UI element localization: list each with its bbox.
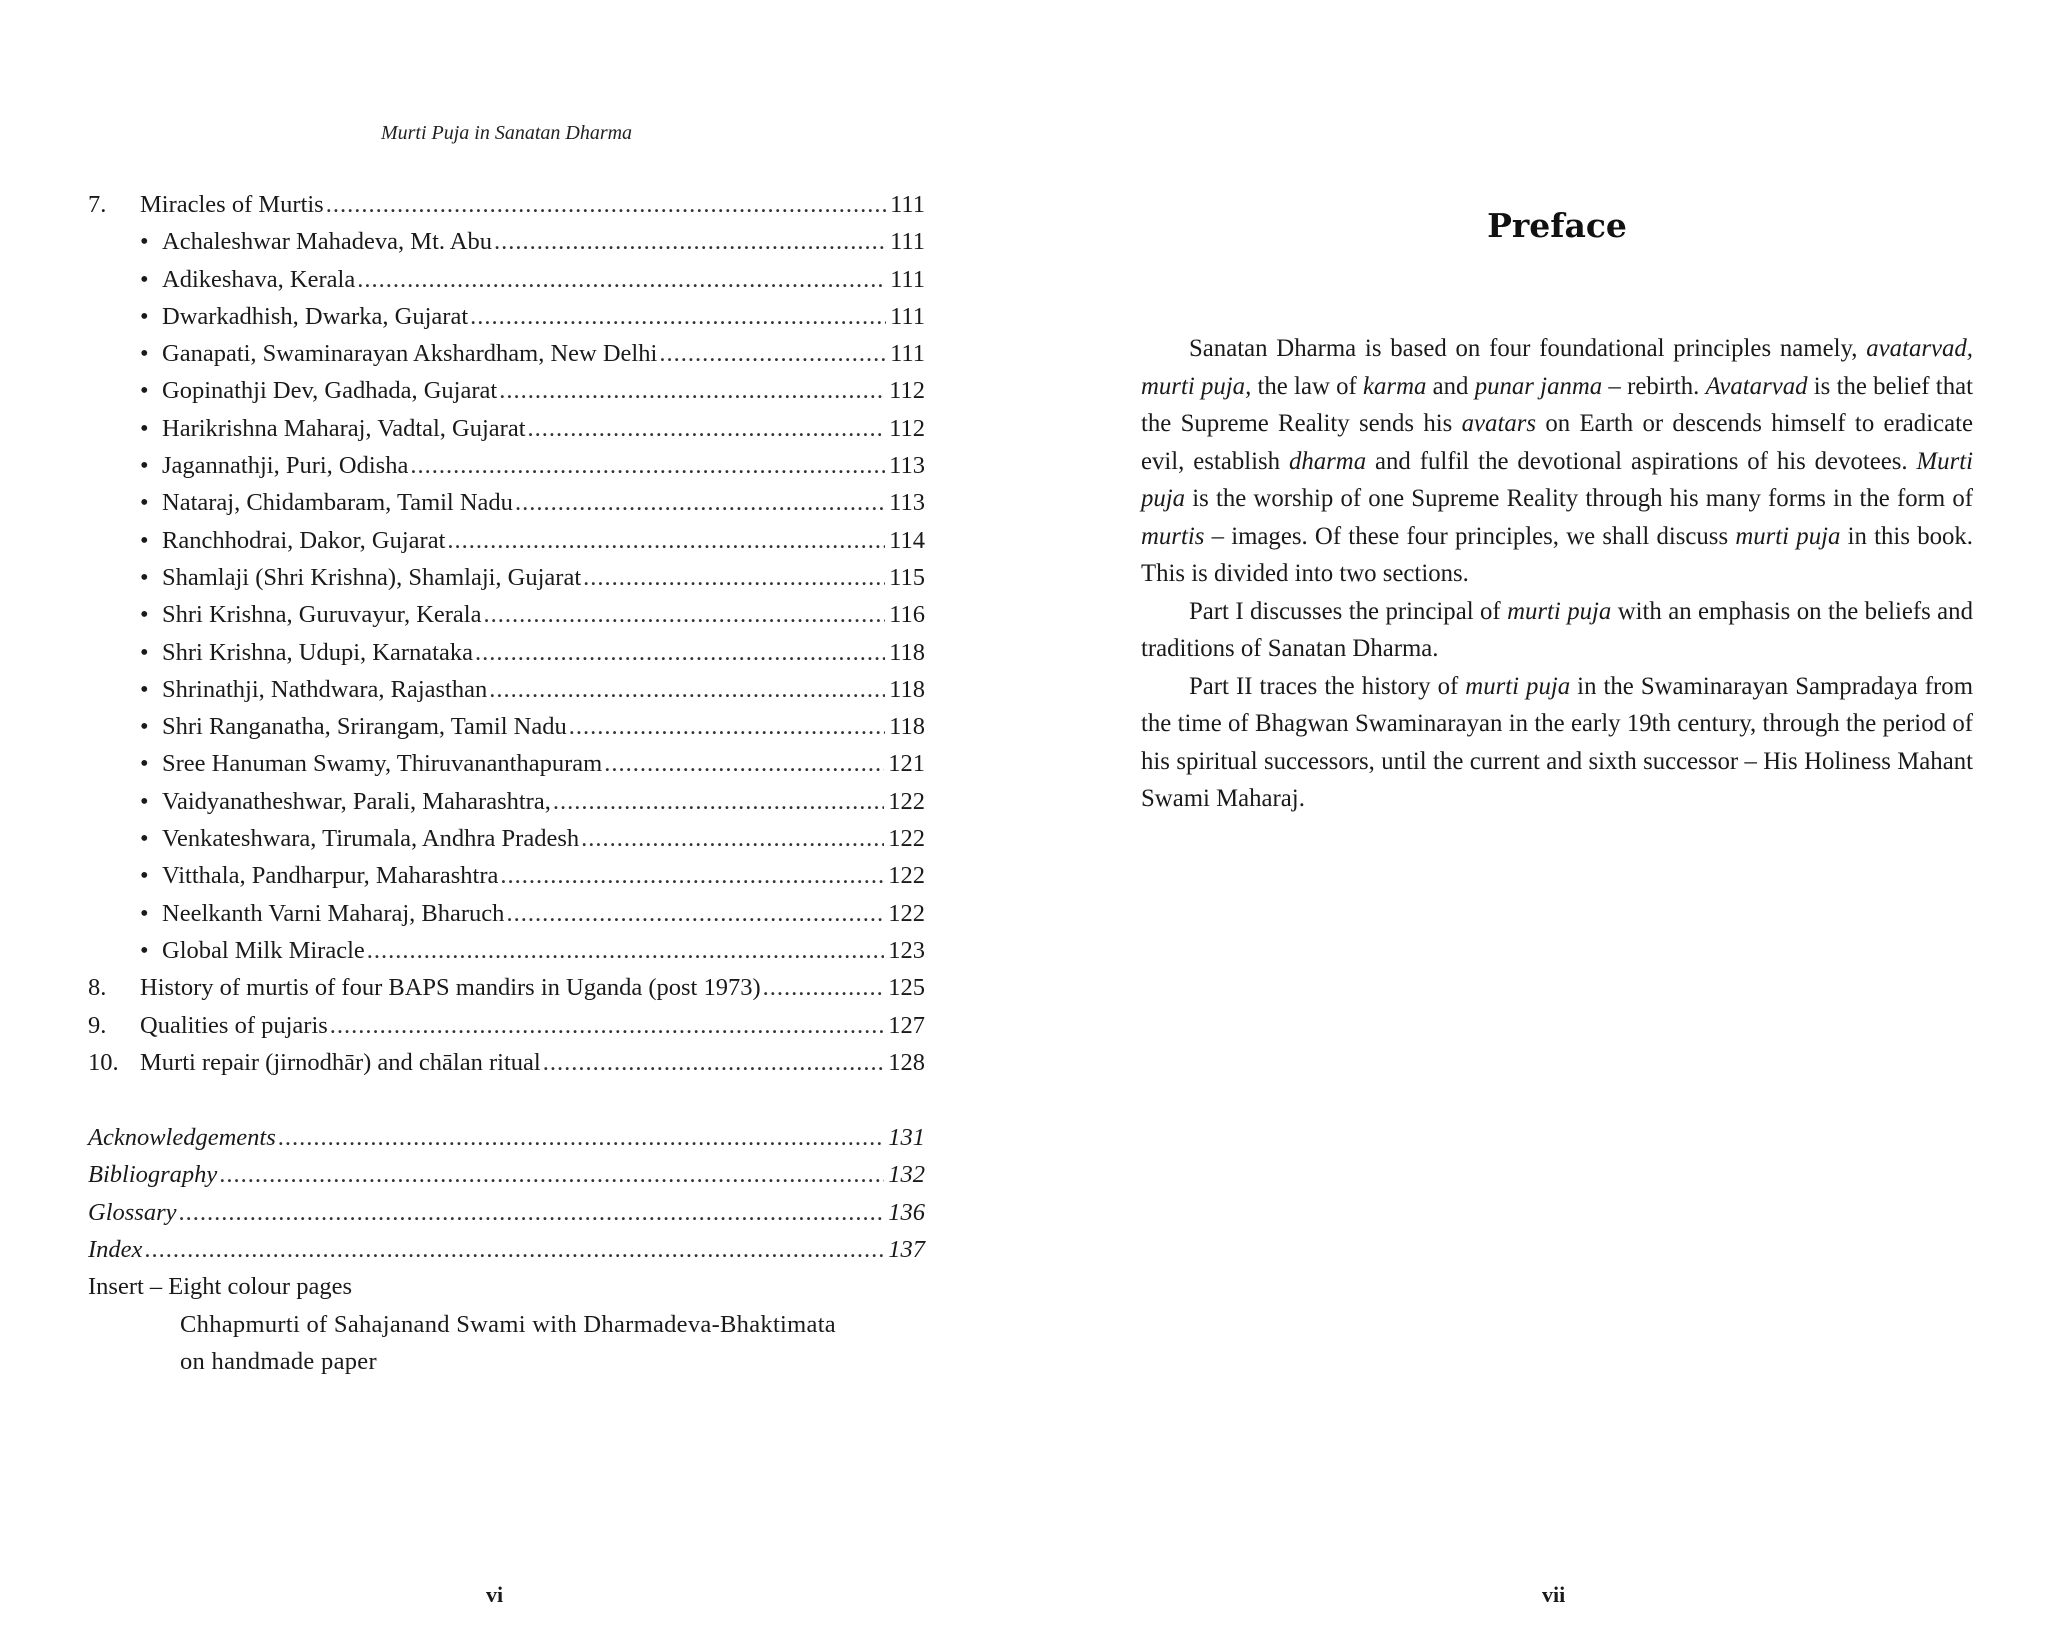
toc-entry-title: Dwarkadhish, Dwarka, Gujarat — [162, 302, 469, 330]
toc-page-number: 118 — [889, 675, 925, 703]
bullet-icon: • — [140, 750, 149, 778]
bullet-icon: • — [140, 675, 149, 703]
toc-page-number: 131 — [888, 1124, 925, 1152]
dot-leader — [367, 932, 884, 969]
text-run: in the Swaminarayan Sampradaya from the time of Bhagwan Swaminarayan in the early 19th century, through the period of his spiritual successors, until the current and sixth successor – His Holiness Mahant Swami Maharaj. — [1141, 672, 1973, 812]
italic-term: avatarvad, murti puja, — [1141, 335, 1973, 400]
dot-leader — [278, 1119, 884, 1156]
page-number-left: vi — [486, 1582, 504, 1607]
bullet-icon: • — [140, 638, 149, 666]
dot-leader — [581, 820, 884, 857]
toc-subentry[interactable] — [88, 932, 925, 969]
text-run: Sanatan Dharma is based on four foundational principles namely, — [1189, 335, 1867, 362]
toc-subentry[interactable] — [88, 298, 925, 335]
dot-leader — [489, 671, 885, 708]
toc-entry-title: Shamlaji (Shri Krishna), Shamlaji, Gujarat — [162, 563, 582, 591]
toc-backmatter-entry[interactable] — [88, 1194, 925, 1231]
toc-chapter-number: 9. — [88, 1011, 107, 1039]
text-run: on Earth or descends himself to eradicate evil, establish — [1141, 410, 1973, 475]
toc-page-number: 114 — [889, 526, 925, 554]
text-run: is the belief that the Supreme Reality sends his — [1141, 372, 1973, 437]
toc-entry-title: Bibliography — [88, 1161, 218, 1189]
toc-entry-title: Vaidyanatheshwar, Parali, Maharashtra, — [162, 787, 551, 815]
toc-subentry[interactable] — [88, 634, 925, 671]
toc-entry-title: Adikeshava, Kerala — [162, 265, 356, 293]
toc-subentry[interactable] — [88, 410, 925, 447]
toc-entry-title: Murti repair (jirnodhār) and chālan ritual — [140, 1048, 541, 1076]
toc-entry-title: Qualities of pujaris — [140, 1011, 328, 1039]
toc-page-number: 112 — [889, 377, 925, 405]
toc-entry-title: Ranchhodrai, Dakor, Gujarat — [162, 526, 446, 554]
toc-subentry[interactable] — [88, 522, 925, 559]
toc-subentry[interactable] — [88, 745, 925, 782]
dot-leader — [326, 186, 886, 223]
dot-leader — [483, 596, 885, 633]
toc-entry-title: Global Milk Miracle — [162, 936, 365, 964]
toc-page-number: 111 — [890, 228, 925, 256]
toc-entry-title: Venkateshwara, Tirumala, Andhra Pradesh — [162, 825, 580, 853]
bullet-icon: • — [140, 563, 149, 591]
bullet-icon: • — [140, 862, 149, 890]
toc-entry-title: Harikrishna Maharaj, Vadtal, Gujarat — [162, 414, 526, 442]
toc-entry-title: Shri Ranganatha, Srirangam, Tamil Nadu — [162, 713, 567, 741]
toc-entry-title: Gopinathji Dev, Gadhada, Gujarat — [162, 377, 498, 405]
toc-page-number: 118 — [889, 713, 925, 741]
italic-term: karma — [1363, 372, 1427, 400]
toc-chapter-entry[interactable] — [88, 1007, 925, 1044]
bullet-icon: • — [140, 302, 149, 330]
toc-subentry[interactable] — [88, 857, 925, 894]
insert-detail: Chhapmurti of Sahajanand Swami with Dharmadeva-Bhaktimata — [180, 1310, 836, 1338]
toc-page-number: 112 — [889, 414, 925, 442]
toc-page-number: 118 — [889, 638, 925, 666]
text-run: the law of — [1251, 372, 1364, 400]
toc-backmatter-entry[interactable] — [88, 1119, 925, 1156]
toc-entry-title: Neelkanth Varni Maharaj, Bharuch — [162, 899, 505, 927]
toc-subentry[interactable] — [88, 484, 925, 521]
text-run: Part II traces the history of — [1189, 672, 1466, 700]
toc-page-number: 125 — [888, 974, 925, 1002]
dot-leader — [357, 261, 886, 298]
right-page — [1024, 0, 2048, 1642]
insert-note: Insert – Eight colour pages — [88, 1273, 352, 1301]
dot-leader — [763, 969, 885, 1006]
bullet-icon: • — [140, 377, 149, 405]
toc-page-number: 111 — [890, 191, 925, 218]
bullet-icon: • — [140, 414, 149, 442]
dot-leader — [543, 1044, 885, 1081]
italic-term: dharma — [1288, 447, 1367, 475]
toc-chapter-entry[interactable] — [88, 969, 925, 1006]
dot-leader — [494, 223, 886, 260]
preface-paragraph — [1141, 593, 1973, 668]
toc-entry-title: Glossary — [88, 1198, 177, 1226]
text-run: – rebirth. — [1602, 372, 1706, 400]
preface-body — [1141, 330, 1973, 818]
bullet-icon: • — [140, 265, 149, 293]
bullet-icon: • — [140, 340, 149, 368]
text-run: – images. Of these four principles, we shall discuss — [1204, 522, 1736, 550]
bullet-icon: • — [140, 825, 149, 853]
italic-term: murti puja — [1465, 672, 1571, 700]
dot-leader — [659, 335, 886, 372]
toc-entry-title: Ganapati, Swaminarayan Akshardham, New Delhi — [162, 340, 658, 368]
bullet-icon: • — [140, 452, 149, 480]
dot-leader — [604, 745, 884, 782]
toc-chapter-entry[interactable] — [88, 1044, 925, 1081]
bullet-icon: • — [140, 713, 149, 741]
toc-entry-title: Jagannathji, Puri, Odisha — [162, 452, 409, 480]
text-run: and fulfil the devotional aspirations of his devotees. — [1366, 447, 1917, 475]
toc-entry-title: Nataraj, Chidambaram, Tamil Nadu — [162, 489, 513, 517]
toc-page-number: 111 — [890, 265, 925, 293]
toc-subentry[interactable] — [88, 559, 925, 596]
toc-page-number: 123 — [888, 936, 925, 964]
bullet-icon: • — [140, 489, 149, 517]
toc-spacer — [88, 1081, 925, 1119]
dot-leader — [553, 783, 884, 820]
toc-subentry[interactable] — [88, 596, 925, 633]
toc-chapter-entry[interactable] — [88, 186, 925, 223]
toc-subentry[interactable] — [88, 372, 925, 409]
toc-chapter-number: 8. — [88, 974, 107, 1002]
text-run: in this book. This is divided into two sections. — [1141, 522, 1973, 587]
toc-entry-title: Shrinathji, Nathdwara, Rajasthan — [162, 675, 488, 703]
bullet-icon: • — [140, 601, 149, 629]
preface-heading: Preface — [1487, 206, 1627, 245]
toc-subentry[interactable] — [88, 261, 925, 298]
text-run: is the worship of one Supreme Reality through his many forms in the form of — [1185, 485, 1973, 512]
toc-backmatter-entry[interactable] — [88, 1156, 925, 1193]
insert-detail-continued: on handmade paper — [180, 1347, 377, 1375]
italic-term: Avatarvad — [1705, 372, 1808, 400]
toc-entry-title: Acknowledgements — [88, 1124, 276, 1152]
italic-term: murti puja — [1735, 522, 1841, 550]
toc-page-number: 132 — [888, 1161, 925, 1189]
dot-leader — [178, 1194, 884, 1231]
toc-entry-title: Achaleshwar Mahadeva, Mt. Abu — [162, 228, 492, 256]
toc-page-number: 113 — [889, 489, 925, 517]
text-run: Part I discusses the principal of — [1189, 597, 1508, 625]
dot-leader — [447, 522, 885, 559]
toc-chapter-number: 7. — [88, 191, 107, 218]
toc-page-number: 116 — [889, 601, 925, 629]
dot-leader — [330, 1007, 884, 1044]
bullet-icon: • — [140, 899, 149, 927]
toc-page-number: 122 — [888, 862, 925, 890]
bullet-icon: • — [140, 228, 149, 256]
italic-term: murtis — [1141, 522, 1205, 550]
toc-page-number: 115 — [889, 563, 925, 591]
toc-page-number: 136 — [888, 1198, 925, 1226]
italic-term: murti puja — [1507, 597, 1612, 625]
dot-leader — [144, 1231, 884, 1268]
toc-page-number: 111 — [890, 302, 925, 330]
toc-page-number: 137 — [888, 1236, 925, 1264]
toc-subentry[interactable] — [88, 708, 925, 745]
preface-paragraph — [1141, 330, 1973, 593]
toc-subentry[interactable] — [88, 895, 925, 932]
toc-entry-title: History of murtis of four BAPS mandirs in Uganda (post 1973) — [140, 974, 761, 1002]
toc-subentry[interactable] — [88, 783, 925, 820]
dot-leader — [583, 559, 885, 596]
table-of-contents — [88, 186, 925, 1380]
toc-page-number: 122 — [888, 899, 925, 927]
toc-subentry[interactable] — [88, 223, 925, 260]
toc-entry-title: Miracles of Murtis — [140, 191, 324, 218]
preface-paragraph — [1141, 668, 1973, 818]
dot-leader — [499, 372, 885, 409]
toc-subentry[interactable] — [88, 820, 925, 857]
dot-leader — [219, 1156, 884, 1193]
toc-page-number: 122 — [888, 787, 925, 815]
toc-chapter-number: 10. — [88, 1048, 119, 1076]
bullet-icon: • — [140, 787, 149, 815]
text-run: and — [1426, 372, 1475, 400]
dot-leader — [506, 895, 884, 932]
dot-leader — [470, 298, 886, 335]
toc-entry-title: Sree Hanuman Swamy, Thiruvananthapuram — [162, 750, 603, 778]
dot-leader — [528, 410, 886, 447]
italic-term: Murti puja — [1141, 447, 1973, 512]
toc-page-number: 111 — [890, 340, 925, 368]
toc-backmatter-entry[interactable] — [88, 1231, 925, 1268]
dot-leader — [515, 484, 885, 521]
toc-entry-title: Shri Krishna, Guruvayur, Kerala — [162, 601, 482, 629]
toc-subentry[interactable] — [88, 671, 925, 708]
italic-term: avatars — [1461, 410, 1537, 437]
toc-subentry[interactable] — [88, 335, 925, 372]
toc-page-number: 113 — [889, 452, 925, 480]
toc-entry-title: Shri Krishna, Udupi, Karnataka — [162, 638, 473, 666]
bullet-icon: • — [140, 936, 149, 964]
toc-subentry[interactable] — [88, 447, 925, 484]
toc-page-number: 127 — [888, 1011, 925, 1039]
toc-entry-title: Index — [88, 1236, 143, 1264]
dot-leader — [410, 447, 885, 484]
text-run: with an emphasis on the beliefs and traditions of Sanatan Dharma. — [1141, 597, 1973, 662]
bullet-icon: • — [140, 526, 149, 554]
toc-page-number: 121 — [888, 750, 925, 778]
running-head: Murti Puja in Sanatan Dharma — [380, 122, 633, 144]
page-number-right: vii — [1542, 1582, 1566, 1607]
toc-page-number: 128 — [888, 1048, 925, 1076]
toc-entry-title: Vitthala, Pandharpur, Maharashtra — [162, 862, 499, 890]
dot-leader — [475, 634, 885, 671]
dot-leader — [500, 857, 884, 894]
toc-page-number: 122 — [888, 825, 925, 853]
dot-leader — [569, 708, 885, 745]
italic-term: punar janma — [1474, 372, 1603, 400]
